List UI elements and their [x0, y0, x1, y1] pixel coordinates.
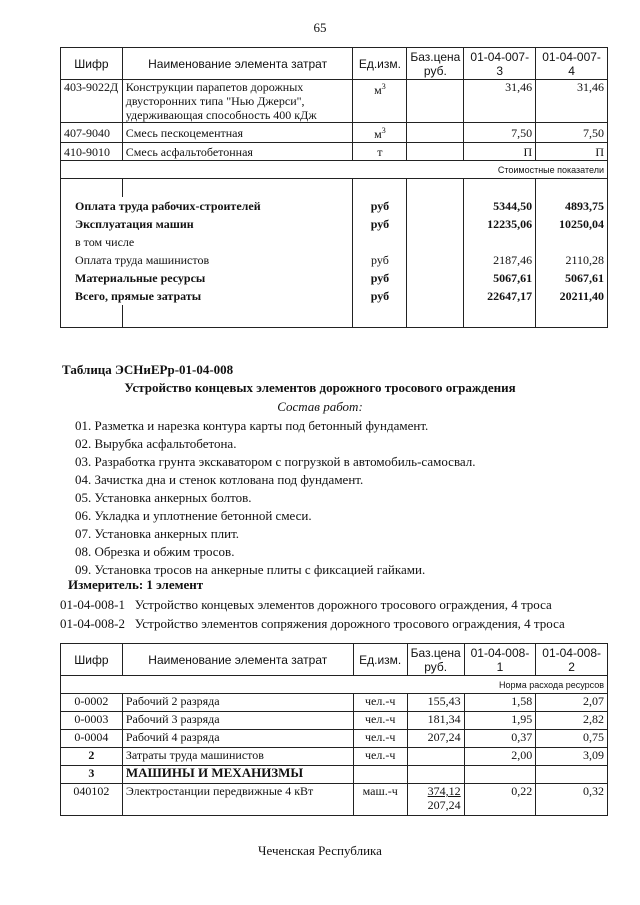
work-item: 08. Обрезка и обжим тросов.	[75, 544, 235, 559]
row-value-1: 2,00	[464, 748, 536, 766]
summary-name: Всего, прямые затраты	[61, 287, 353, 305]
header-col2: 01-04-008-2	[536, 644, 608, 676]
row-code: 407-9040	[61, 123, 123, 143]
summary-value-2: 4893,75	[536, 197, 608, 215]
summary-value-1: 12235,06	[464, 215, 536, 233]
row-price	[407, 784, 464, 816]
row-value-2	[536, 766, 608, 784]
section-label-row	[61, 676, 608, 694]
summary-row	[61, 215, 608, 233]
row-code: 0-0002	[61, 694, 123, 712]
row-code: 0-0003	[61, 712, 123, 730]
section-label: Стоимостные показатели	[61, 161, 608, 179]
summary-value-1: 5344,50	[464, 197, 536, 215]
summary-value-1	[464, 233, 536, 251]
row-price: 207,24	[407, 730, 464, 748]
price-base: 374,12	[427, 784, 461, 798]
row-code: 2	[61, 748, 123, 766]
section-label-row	[61, 161, 608, 179]
summary-unit: руб	[353, 197, 407, 215]
summary-value-2	[536, 233, 608, 251]
row-price	[407, 748, 464, 766]
section-title: Устройство концевых элементов дорожного тросового ограждения	[124, 380, 516, 395]
summary-value-2: 2110,28	[536, 251, 608, 269]
header-name: Наименование элемента затрат	[122, 644, 353, 676]
row-code: 410-9010	[61, 143, 123, 161]
summary-name: в том числе	[61, 233, 353, 251]
row-value-1: 31,46	[464, 80, 536, 123]
work-item: 02. Вырубка асфальтобетона.	[75, 436, 237, 451]
row-value-2: П	[536, 143, 608, 161]
row-value-2: 2,82	[536, 712, 608, 730]
row-value-1	[464, 766, 536, 784]
row-unit: $м^3$	[353, 123, 407, 143]
header-unit: Ед.изм.	[353, 48, 407, 80]
row-name: Электростанции передвижные 4 кВт	[122, 784, 353, 816]
summary-unit	[353, 233, 407, 251]
header-code: Шифр	[61, 644, 123, 676]
cost-table-1	[60, 47, 608, 328]
header-code: Шифр	[61, 48, 123, 80]
row-unit: т	[353, 143, 407, 161]
row-unit: маш.-ч	[353, 784, 407, 816]
row-name: МАШИНЫ И МЕХАНИЗМЫ	[122, 766, 353, 784]
header-price: Баз.цена руб.	[407, 48, 464, 80]
summary-name: Эксплуатация машин	[61, 215, 353, 233]
summary-name: Оплата труда рабочих-строителей	[61, 197, 353, 215]
work-item: 07. Установка анкерных плит.	[75, 526, 240, 541]
row-value-2: 0,32	[536, 784, 608, 816]
table-header-row	[61, 48, 608, 80]
summary-row	[61, 287, 608, 305]
summary-name: Материальные ресурсы	[61, 269, 353, 287]
row-price	[407, 766, 464, 784]
header-unit: Ед.изм.	[353, 644, 407, 676]
header-col2: 01-04-007-4	[536, 48, 608, 80]
row-name: Затраты труда машинистов	[122, 748, 353, 766]
header-col1: 01-04-007-3	[464, 48, 536, 80]
row-name: Конструкции парапетов дорожных двусторонних типа "Нью Джерси", удерживающая способность 400 кДж	[122, 80, 353, 123]
work-item: 03. Разработка грунта экскаватором с погрузкой в автомобиль-самосвал.	[75, 454, 476, 469]
row-code: 0-0004	[61, 730, 123, 748]
table-header-row	[61, 644, 608, 676]
table-row	[61, 748, 608, 766]
summary-value-1: 2187,46	[464, 251, 536, 269]
row-price: 155,43	[407, 694, 464, 712]
summary-value-1: 5067,61	[464, 269, 536, 287]
work-item: 04. Зачистка дна и стенок котлована под фундамент.	[75, 472, 364, 487]
row-price: 181,34	[407, 712, 464, 730]
row-unit: чел.-ч	[353, 712, 407, 730]
summary-row	[61, 233, 608, 251]
summary-value-2: 5067,61	[536, 269, 608, 287]
summary-value-2: 20211,40	[536, 287, 608, 305]
summary-value-2: 10250,04	[536, 215, 608, 233]
row-value-2: 31,46	[536, 80, 608, 123]
row-value-2: 3,09	[536, 748, 608, 766]
row-name: Смесь пескоцементная	[122, 123, 353, 143]
row-value-2: 0,75	[536, 730, 608, 748]
summary-unit: руб	[353, 215, 407, 233]
measurer: Измеритель: 1 элемент	[68, 577, 204, 592]
work-item: 06. Укладка и уплотнение бетонной смеси.	[75, 508, 312, 523]
variant-item: 01-04-008-1 Устройство концевых элементов дорожного тросового ограждения, 4 троса	[60, 597, 552, 612]
table-row	[61, 143, 608, 161]
row-code: 403-9022Д	[61, 80, 123, 123]
summary-row	[61, 269, 608, 287]
row-code: 040102	[61, 784, 123, 816]
row-price	[407, 143, 464, 161]
table-row	[61, 80, 608, 123]
work-item: 05. Установка анкерных болтов.	[75, 490, 252, 505]
header-col1: 01-04-008-1	[464, 644, 536, 676]
row-name: Смесь асфальтобетонная	[122, 143, 353, 161]
resource-table-2	[60, 643, 608, 816]
row-value-1: 0,37	[464, 730, 536, 748]
row-unit	[353, 766, 407, 784]
row-name: Рабочий 4 разряда	[122, 730, 353, 748]
row-code: 3	[61, 766, 123, 784]
summary-unit: руб	[353, 251, 407, 269]
row-unit: чел.-ч	[353, 694, 407, 712]
summary-row	[61, 197, 608, 215]
work-item: 09. Установка тросов на анкерные плиты с фиксацией гайками.	[75, 562, 426, 577]
header-price: Баз.цена руб.	[407, 644, 464, 676]
table-title: Таблица ЭСНиЕРр-01-04-008	[62, 362, 234, 377]
summary-unit: руб	[353, 287, 407, 305]
footer-region: Чеченская Республика	[258, 843, 382, 858]
row-price	[407, 80, 464, 123]
summary-name: Оплата труда машинистов	[61, 251, 353, 269]
row-value-1: 1,58	[464, 694, 536, 712]
row-value-2: 7,50	[536, 123, 608, 143]
work-item: 01. Разметка и нарезка контура карты под бетонный фундамент.	[75, 418, 429, 433]
table-row	[61, 123, 608, 143]
row-name: Рабочий 2 разряда	[122, 694, 353, 712]
page-number: 65	[313, 20, 327, 35]
row-price	[407, 123, 464, 143]
table-row	[61, 694, 608, 712]
row-name: Рабочий 3 разряда	[122, 712, 353, 730]
summary-row	[61, 251, 608, 269]
table-row	[61, 712, 608, 730]
table-row	[61, 766, 608, 784]
row-value-2: 2,07	[536, 694, 608, 712]
section-label: Норма расхода ресурсов	[61, 676, 608, 694]
row-value-1: П	[464, 143, 536, 161]
row-value-1: 1,95	[464, 712, 536, 730]
table-row	[61, 784, 608, 816]
summary-unit: руб	[353, 269, 407, 287]
header-name: Наименование элемента затрат	[122, 48, 353, 80]
table-row	[61, 730, 608, 748]
summary-value-1: 22647,17	[464, 287, 536, 305]
row-unit: $м^3$	[353, 80, 407, 123]
price-wage: 207,24	[427, 798, 461, 812]
variant-item: 01-04-008-2 Устройство элементов сопряжения дорожного тросового ограждения, 4 троса	[60, 616, 565, 631]
works-title: Состав работ:	[277, 399, 363, 414]
row-value-1: 7,50	[464, 123, 536, 143]
row-unit: чел.-ч	[353, 748, 407, 766]
row-value-1: 0,22	[464, 784, 536, 816]
row-unit: чел.-ч	[353, 730, 407, 748]
